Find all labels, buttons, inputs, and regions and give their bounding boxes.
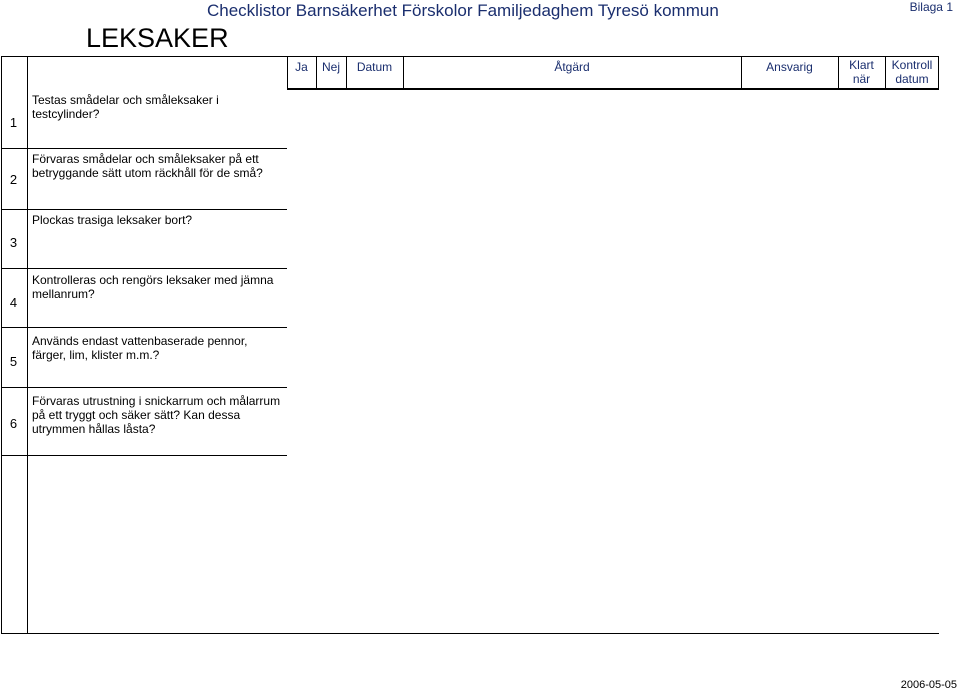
checklist-title: Checklistor Barnsäkerhet Förskolor Familjedaghem Tyresö kommun bbox=[207, 1, 719, 20]
footer-date: 2006-05-05 bbox=[900, 679, 957, 691]
col-header-ansvarig: Ansvarig bbox=[766, 60, 813, 74]
row-question-4: Kontrolleras och rengörs leksaker med jämna mellanrum? bbox=[32, 273, 274, 301]
row-sep-6 bbox=[1, 455, 287, 456]
table-top-border bbox=[1, 56, 939, 57]
attachment-label: Bilaga 1 bbox=[909, 0, 953, 14]
row-question-2: Förvaras smådelar och småleksaker på ett betryggande sätt utom räckhåll för de små? bbox=[32, 152, 263, 180]
col-header-datum: Datum bbox=[356, 60, 393, 74]
table-bottom-border bbox=[1, 633, 939, 634]
row-number-4: 4 bbox=[9, 295, 18, 310]
col-header-atgard: Åtgärd bbox=[554, 60, 590, 74]
row-number-5: 5 bbox=[9, 354, 18, 369]
row-question-6: Förvaras utrustning i snickarrum och målarrum på ett tryggt och säker sätt? Kan dessa utrymmen hållas låsta? bbox=[32, 394, 281, 436]
col-header-kontroll-datum: Kontroll datum bbox=[891, 58, 933, 86]
row-question-5: Används endast vattenbaserade pennor, färger, lim, klister m.m.? bbox=[32, 334, 248, 362]
row-sep-4 bbox=[1, 327, 287, 328]
row-sep-3 bbox=[1, 268, 287, 269]
num-col-border bbox=[27, 56, 28, 634]
row-question-1: Testas smådelar och småleksaker i testcylinder? bbox=[32, 93, 219, 121]
row-number-2: 2 bbox=[9, 172, 18, 187]
row-number-6: 6 bbox=[9, 416, 18, 431]
col-header-nej: Nej bbox=[321, 60, 340, 74]
header-bottom-border bbox=[287, 88, 939, 90]
row-question-3: Plockas trasiga leksaker bort? bbox=[32, 213, 193, 227]
page-title: LEKSAKER bbox=[86, 23, 229, 53]
row-sep-1-q bbox=[28, 148, 287, 149]
row-sep-1-num bbox=[1, 148, 28, 149]
row-sep-5 bbox=[1, 387, 287, 388]
col-header-klart-nar: Klart när bbox=[849, 58, 874, 86]
table-left-border bbox=[1, 56, 2, 634]
row-number-1: 1 bbox=[9, 115, 18, 130]
row-number-3: 3 bbox=[9, 235, 18, 250]
row-sep-2 bbox=[1, 209, 287, 210]
col-header-ja: Ja bbox=[295, 60, 308, 74]
